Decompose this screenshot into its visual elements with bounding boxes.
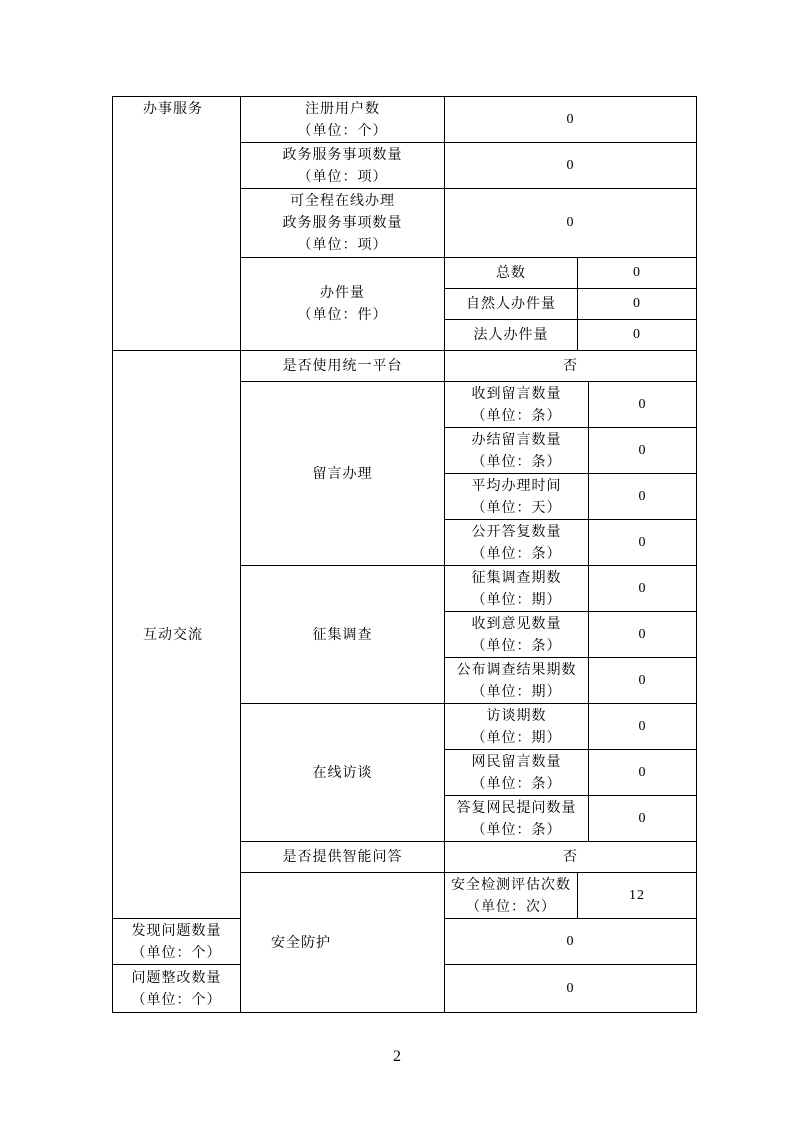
page-number: 2	[393, 1048, 401, 1065]
issues-found-value: 0	[445, 919, 697, 965]
section-service: 办事服务	[113, 97, 241, 351]
survey-opinions-label: 收到意见数量 （单位：条）	[445, 612, 589, 658]
unified-platform-value: 否	[445, 351, 697, 382]
messages-avg-time-label: 平均办理时间 （单位：天）	[445, 474, 589, 520]
messages-completed-value: 0	[589, 428, 697, 474]
survey-results-label: 公布调查结果期数 （单位：期）	[445, 658, 589, 704]
messages-avg-time-value: 0	[589, 474, 697, 520]
handled-natural-value: 0	[578, 289, 697, 320]
handled-total-label: 总数	[445, 258, 578, 289]
service-items-value: 0	[445, 143, 697, 189]
table-row	[113, 351, 697, 382]
interview-periods-label: 访谈期数 （单位：期）	[445, 704, 589, 750]
handled-total-value: 0	[578, 258, 697, 289]
messages-public-replies-value: 0	[589, 520, 697, 566]
interview-periods-value: 0	[589, 704, 697, 750]
assessments-label: 安全检测评估次数 （单位：次）	[445, 873, 578, 919]
section-security: 安全防护	[241, 873, 445, 1013]
messages-received-value: 0	[589, 382, 697, 428]
online-items-label: 可全程在线办理 政务服务事项数量 （单位：项）	[241, 189, 445, 258]
issues-fixed-value: 0	[445, 965, 697, 1013]
smart-qa-label: 是否提供智能问答	[241, 842, 445, 873]
online-items-value: 0	[445, 189, 697, 258]
issues-found-label: 发现问题数量 （单位：个）	[113, 919, 241, 965]
handled-label: 办件量 （单位：件）	[241, 258, 445, 351]
registered-users-value: 0	[445, 97, 697, 143]
table-row	[113, 97, 697, 143]
survey-opinions-value: 0	[589, 612, 697, 658]
messages-label: 留言办理	[241, 382, 445, 566]
survey-results-value: 0	[589, 658, 697, 704]
service-items-label: 政务服务事项数量 （单位：项）	[241, 143, 445, 189]
messages-completed-label: 办结留言数量 （单位：条）	[445, 428, 589, 474]
survey-periods-value: 0	[589, 566, 697, 612]
assessments-value: 12	[578, 873, 697, 919]
interview-netizen-messages-value: 0	[589, 750, 697, 796]
handled-legal-label: 法人办件量	[445, 320, 578, 351]
interview-label: 在线访谈	[241, 704, 445, 842]
interview-netizen-messages-label: 网民留言数量 （单位：条）	[445, 750, 589, 796]
interview-answered-value: 0	[589, 796, 697, 842]
smart-qa-value: 否	[445, 842, 697, 873]
survey-periods-label: 征集调查期数 （单位：期）	[445, 566, 589, 612]
interview-answered-label: 答复网民提问数量 （单位：条）	[445, 796, 589, 842]
handled-legal-value: 0	[578, 320, 697, 351]
section-interaction: 互动交流	[113, 351, 241, 919]
issues-fixed-label: 问题整改数量 （单位：个）	[113, 965, 241, 1013]
handled-natural-label: 自然人办件量	[445, 289, 578, 320]
statistics-table	[112, 96, 697, 1013]
survey-label: 征集调查	[241, 566, 445, 704]
messages-public-replies-label: 公开答复数量 （单位：条）	[445, 520, 589, 566]
registered-users-label: 注册用户数 （单位：个）	[241, 97, 445, 143]
messages-received-label: 收到留言数量 （单位：条）	[445, 382, 589, 428]
unified-platform-label: 是否使用统一平台	[241, 351, 445, 382]
